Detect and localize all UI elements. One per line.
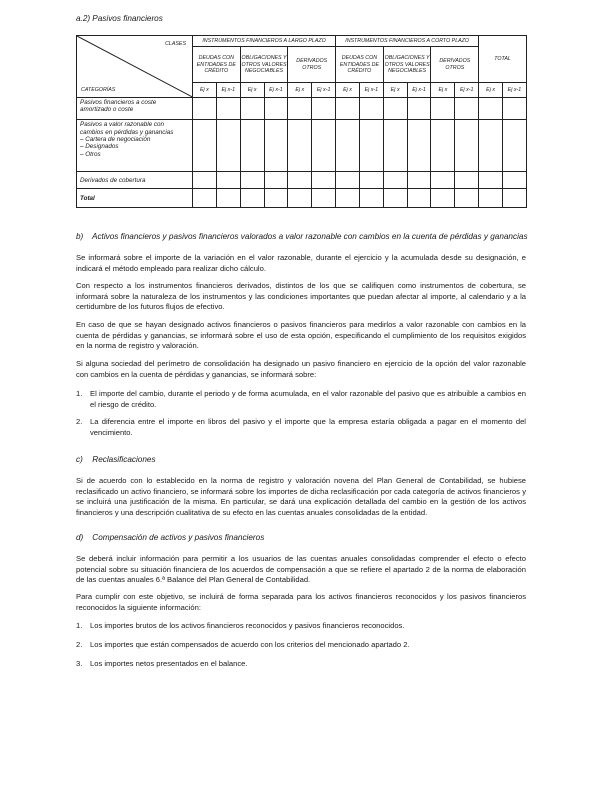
paragraph: Con respecto a los instrumentos financieros derivados, distintos de los que se califiquen como instrumentos de cobertura, se informará sobre la naturaleza de los instrumentos y las condiciones importantes que puedan afectar al importe, al calendario y a la certidumbre de los futuros flujos de efectivo. xyxy=(76,281,526,312)
year-cell: Ej x-1 xyxy=(455,83,479,97)
table-row-total xyxy=(77,189,527,208)
list-item xyxy=(76,389,526,410)
section-c-heading xyxy=(76,455,156,464)
paragraph: Si alguna sociedad del perímetro de consolidación ha designado un pasivo financiero en ejercicio de la opción del valor razonable con cambios en la cuenta de pérdidas y ganancias, se informará sobre: xyxy=(76,359,526,379)
row-label: Derivados de cobertura xyxy=(77,171,193,189)
table-row xyxy=(77,97,527,120)
table-header-row xyxy=(77,36,527,47)
list-number: 3. xyxy=(76,659,83,668)
table-row xyxy=(77,120,527,171)
list-item xyxy=(76,621,526,632)
section-number: b) xyxy=(76,232,84,241)
section-number: c) xyxy=(76,455,83,464)
list-number: 2. xyxy=(76,417,83,426)
year-cell: Ej x xyxy=(240,83,264,97)
list-text: Los importes brutos de los activos financieros reconocidos y pasivos financieros reconocidos. xyxy=(90,621,405,630)
year-cell: Ej x xyxy=(288,83,312,97)
table-corner-cell xyxy=(77,36,193,98)
financial-liabilities-table xyxy=(76,35,527,208)
row-label: Pasivos financieros a coste amortizado o coste xyxy=(77,97,193,120)
list-text: Los importes netos presentados en el balance. xyxy=(90,659,248,668)
section-title: Reclasificaciones xyxy=(92,455,156,464)
year-cell: Ej x-1 xyxy=(359,83,383,97)
section-title: Pasivos financieros xyxy=(92,14,163,23)
list-text: La diferencia entre el importe en libros del pasivo y el importe que la empresa estaría obligada a pagar en el momento del vencimiento. xyxy=(90,417,526,437)
year-cell: Ej x xyxy=(479,83,503,97)
header-debts: DEUDAS CON ENTIDADES DE CRÉDITO xyxy=(336,47,384,83)
header-derivatives: DERIVADOS OTROS xyxy=(288,47,336,83)
list-text: Los importes que están compensados de acuerdo con los criterios del mencionado apartado 2. xyxy=(90,640,410,649)
header-bonds: OBLIGACIONES Y OTROS VALORES NEGOCIABLES xyxy=(383,47,431,83)
section-title: Compensación de activos y pasivos financieros xyxy=(92,533,265,542)
year-cell: Ej x-1 xyxy=(264,83,288,97)
header-derivatives: DERIVADOS OTROS xyxy=(431,47,479,83)
year-cell: Ej x xyxy=(336,83,360,97)
corner-label-categories: CATEGORÍAS xyxy=(81,87,116,94)
year-cell: Ej x-1 xyxy=(312,83,336,97)
list-number: 1. xyxy=(76,389,83,398)
table-row xyxy=(77,171,527,189)
row-label-total: Total xyxy=(77,189,193,208)
list-item xyxy=(76,659,526,670)
list-number: 1. xyxy=(76,621,83,630)
year-cell: Ej x xyxy=(431,83,455,97)
row-label: Pasivos a valor razonable con cambios en pérdidas y ganancias – Cartera de negociación – Designados – Otros xyxy=(77,120,193,171)
section-d-heading xyxy=(76,533,264,542)
list-item xyxy=(76,417,526,438)
header-bonds: OBLIGACIONES Y OTROS VALORES NEGOCIABLES xyxy=(240,47,288,83)
section-a2-heading xyxy=(76,14,163,23)
list-item xyxy=(76,640,526,651)
year-cell: Ej x-1 xyxy=(216,83,240,97)
header-total: TOTAL xyxy=(479,36,527,83)
year-cell: Ej x xyxy=(193,83,217,97)
paragraph: Si de acuerdo con lo establecido en la norma de registro y valoración novena del Plan General de Contabilidad, se hubiese reclasificado un activo financiero, se informará sobre los importes de dicha reclasificación por cada categoría de activos financieros y se incluirá una justificación de la misma. En particular, se dará una explicación detallada del cambio en la gestión de los activos financieros y una descripción cualitativa de su efecto en las cuentas anuales consolidadas de la entidad. xyxy=(76,476,526,517)
header-short-term: INSTRUMENTOS FINANCIEROS A CORTO PLAZO xyxy=(336,36,479,47)
paragraph: Se informará sobre el importe de la variación en el valor razonable, durante el ejercicio y la acumulada desde su designación, e indicará el método empleado para realizar dicho cálculo. xyxy=(76,253,526,273)
list-text: El importe del cambio, durante el periodo y de forma acumulada, en el valor razonable del pasivo que es atribuible a cambios en el riesgo de crédito. xyxy=(90,389,526,409)
list-number: 2. xyxy=(76,640,83,649)
section-number: a.2) xyxy=(76,14,91,23)
paragraph: Para cumplir con este objetivo, se incluirá de forma separada para los activos financieros reconocidos y los pasivos financieros reconocidos la siguiente información: xyxy=(76,592,526,612)
section-title: Activos financieros y pasivos financieros valorados a valor razonable con cambios en la cuenta de pérdidas y ganancias xyxy=(91,232,528,241)
year-cell: Ej x xyxy=(383,83,407,97)
header-debts: DEUDAS CON ENTIDADES DE CRÉDITO xyxy=(193,47,241,83)
year-cell: Ej x-1 xyxy=(503,83,527,97)
paragraph: En caso de que se hayan designado activos financieros o pasivos financieros para medirlos a valor razonable con cambios en la cuenta de pérdidas y ganancias, se informará sobre el uso de esta opción, especificando el cumplimiento de los requisitos exigidos en la norma de registro y valoración. xyxy=(76,320,526,351)
corner-label-classes: CLASES xyxy=(165,41,186,47)
header-long-term: INSTRUMENTOS FINANCIEROS A LARGO PLAZO xyxy=(193,36,336,47)
paragraph: Se deberá incluir información para permitir a los usuarios de las cuentas anuales consolidadas comprender el efecto o efecto potencial sobre su situación financiera de los acuerdos de compensación a que se refiere el apartado 2 de la norma de elaboración de las cuentas anuales 6.ª Balance del Plan General de Contabilidad. xyxy=(76,554,526,585)
section-number: d) xyxy=(76,533,84,542)
year-cell: Ej x-1 xyxy=(407,83,431,97)
section-b-heading xyxy=(76,232,528,241)
